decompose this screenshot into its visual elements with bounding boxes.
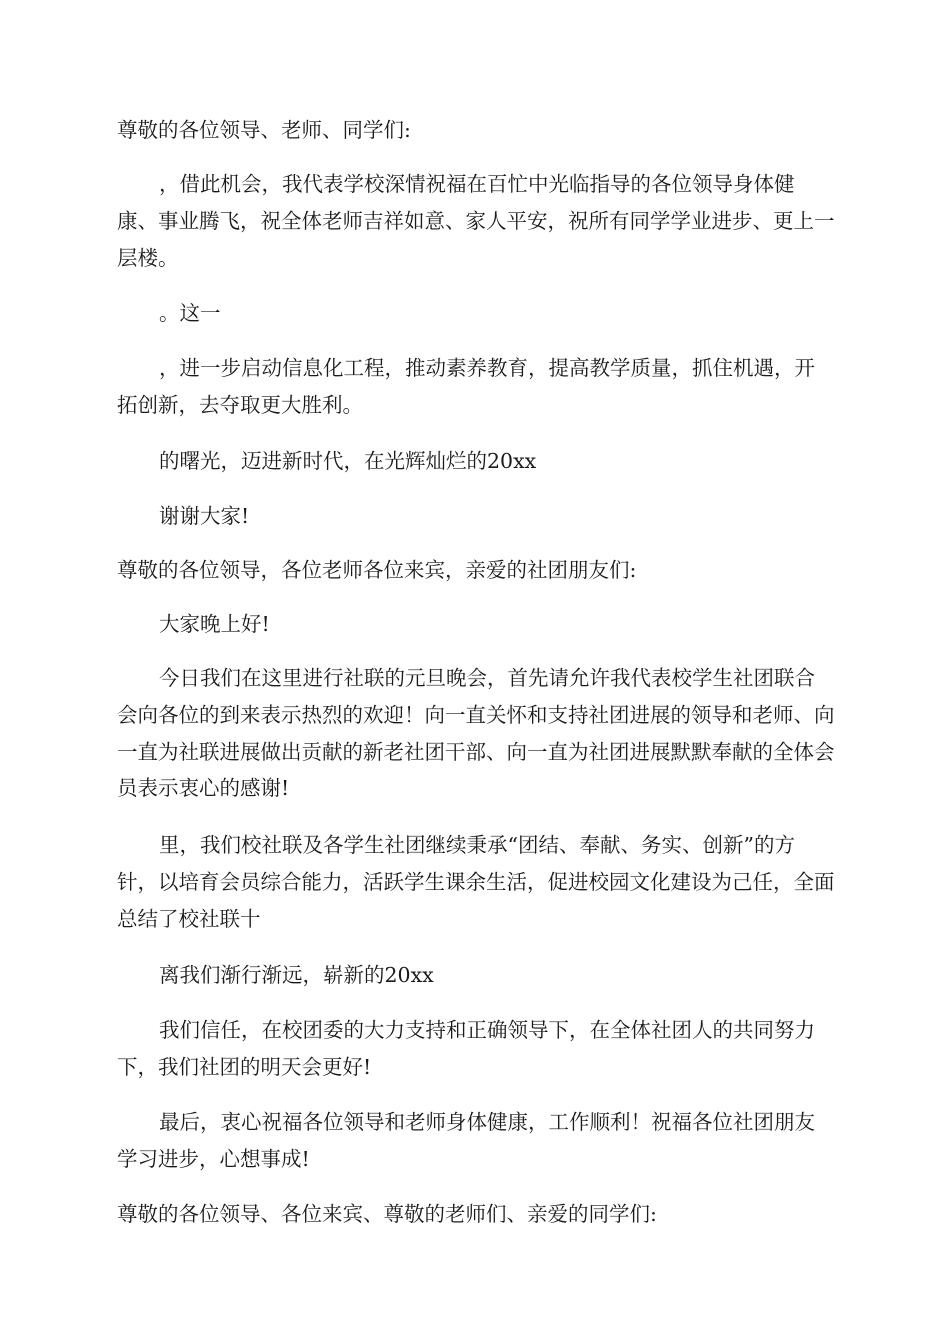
paragraph-thanks: 谢谢大家!	[159, 504, 250, 528]
paragraph-goals: ，进一步启动信息化工程，推动素养教育，提高教学质量，抓住机遇，开拓创新，去夺取更大胜利。	[117, 356, 815, 417]
paragraph-welcome: 今日我们在这里进行社联的元旦晚会，首先请允许我代表校学生社团联合会向各位的到来表示热烈的欢迎！向一直关怀和支持社团进展的领导和老师、向一直为社联进展做出贡献的新老社团干部、向一直为社团进展默默奉献的全体会员表示衷心的感谢!	[117, 666, 835, 801]
paragraph-summary: 里，我们校社联及各学生社团继续秉承“团结、奉献、务实、创新”的方针，以培育会员综合能力，活跃学生课余生活，促进校园文化建设为己任，全面总结了校社联十	[117, 833, 835, 931]
paragraph-fragment-1: 。这一	[159, 301, 221, 325]
salutation-2: 尊敬的各位领导，各位老师各位来宾，亲爱的社团朋友们:	[117, 558, 637, 582]
paragraph-fragment-3: 离我们渐行渐远，崭新的20xx	[159, 963, 434, 987]
salutation-3: 尊敬的各位领导、各位来宾、尊敬的老师们、亲爱的同学们:	[117, 1202, 657, 1226]
salutation-1: 尊敬的各位领导、老师、同学们:	[117, 118, 411, 142]
paragraph-fragment-2: 的曙光，迈进新时代，在光辉灿烂的20xx	[159, 449, 537, 473]
paragraph-greeting: 大家晚上好!	[159, 612, 270, 636]
paragraph-blessing: ，借此机会，我代表学校深情祝福在百忙中光临指导的各位领导身体健康、事业腾飞，祝全体老师吉祥如意、家人平安，祝所有同学学业进步、更上一层楼。	[117, 172, 835, 270]
paragraph-confidence: 我们信任，在校团委的大力支持和正确领导下，在全体社团人的共同努力下，我们社团的明天会更好!	[117, 1018, 815, 1079]
paragraph-closing: 最后，衷心祝福各位领导和老师身体健康，工作顺利！祝福各位社团朋友学习进步，心想事成!	[117, 1110, 815, 1171]
